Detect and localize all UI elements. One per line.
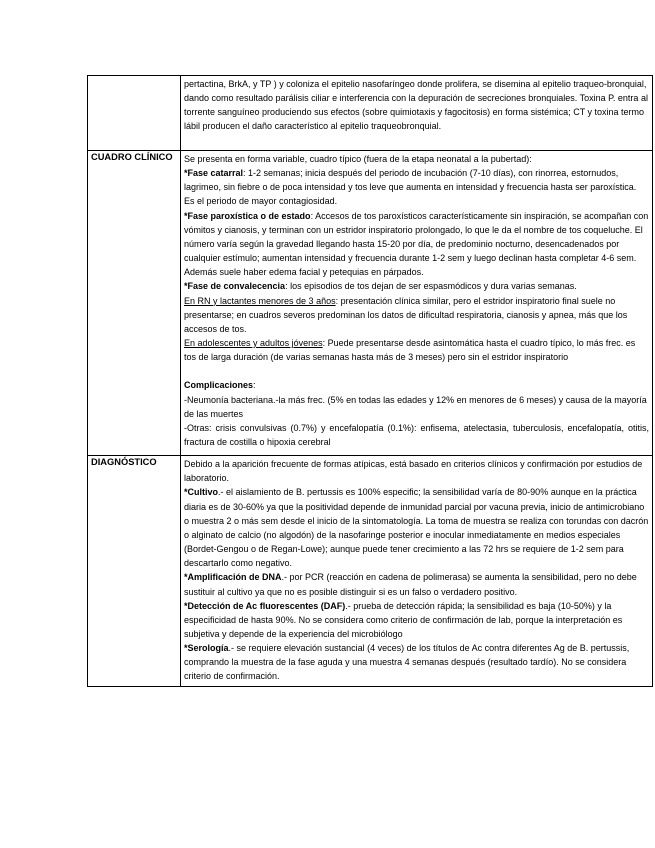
row-label-diagnostico: DIAGNÓSTICO	[88, 456, 181, 687]
fase-catarral-text: : 1-2 semanas; inicia después del periodo de incubación (7-10 días), con rinorrea, estornudos, lagrimeo, sin fiebre o de poca intensidad y tos leve que aumenta en intensidad y frecuencia hasta ser paroxística. Es el periodo de mayor contagiosidad.	[184, 168, 637, 207]
etiologia-continuation-text	[181, 76, 653, 151]
etiologia-paragraph: pertactina, BrkA, y TP ) y coloniza el epitelio nasofaríngeo donde prolifera, se disemina al epitelio traqueo-bronquial, dando como resultado parálisis ciliar e interferencia con la depuración de secreciones bronquiales. Toxina P. entra al torrente sanguíneo produciendo sus efectos (sobre quimiotaxis y fagocitosis) en forma sistémica; CT y toxina termo lábil producen el daño característico al epitelio traqueobronquial.	[184, 79, 648, 132]
amplificacion-dna-text: .- por PCR (reacción en cadena de polimerasa) se aumenta la sensibilidad, pero no debe sustituir al cultivo ya que no es posible distinguir si es un falso o verdadero positivo.	[184, 572, 637, 597]
diagnostico-content	[181, 456, 653, 687]
serologia-title: *Serología	[184, 643, 229, 654]
serologia	[184, 641, 649, 683]
fase-paroxistica-title: *Fase paroxística o de estado	[184, 210, 311, 221]
rn-lactantes-text: : presentación clínica similar, pero el estridor inspiratorio final suele no presentarse; en cuadros severos predominan los datos de dificultad respiratoria, cianosis y apnea, más que los accesos de tos.	[184, 295, 628, 334]
amplificacion-dna-title: *Amplificación de DNA	[184, 572, 282, 583]
fase-paroxistica-text: : Accesos de tos paroxísticos característicamente sin inspiración, se acompañan con vómitos y cianosis, y terminan con un estridor inspiratorio prolongado, lo que le da el nombre de tos coqueluche. El número varía según la gravedad llegando hasta 15-20 por día, de predominio nocturno, desencadenados por cualquier estímulo; aumentan intensidad y frecuencia durante 1-2 sem y luego declinan hasta completar 4-6 sem. Además suele haber edema facial y petequias en párpados.	[184, 210, 649, 278]
complicaciones-colon: :	[253, 380, 256, 391]
complicacion-otras: -Otras: crisis convulsivas (0.7%) y encefalopatía (0.1%): enfisema, atelectasia, tuberculosis, encefalopatía, otitis, fractura de costilla o hipoxia cerebral	[184, 422, 649, 447]
complicacion-neumonia: -Neumonía bacteriana.-la más frec. (5% en todas las edades y 12% en menores de 6 meses) y causa de la mayoría de las muertes	[184, 394, 647, 419]
adolescentes-adultos	[184, 336, 649, 364]
rn-lactantes	[184, 294, 649, 336]
clinical-table	[87, 75, 653, 687]
cuadro-clinico-content	[181, 151, 653, 456]
row-label-cuadro-clinico: CUADRO CLÍNICO	[88, 151, 181, 456]
deteccion-daf	[184, 599, 649, 641]
complicaciones-title: Complicaciones	[184, 380, 254, 391]
cultivo-title: *Cultivo	[184, 487, 219, 498]
rn-lactantes-title: En RN y lactantes menores de 3 años	[184, 295, 336, 306]
table-row-cuadro-clinico	[88, 151, 653, 456]
fase-catarral-title: *Fase catarral	[184, 168, 244, 179]
deteccion-daf-title: *Detección de Ac fluorescentes (DAF)	[184, 600, 346, 611]
fase-convalecencia-text: : los episodios de tos dejan de ser espasmódicos y dura varias semanas.	[285, 281, 577, 292]
cultivo	[184, 485, 649, 570]
table-row-diagnostico	[88, 456, 653, 687]
serologia-text: .- se requiere elevación sustancial (4 veces) de los títulos de Ac contra diferentes Ag de B. pertussis, comprando la muestra de la fase aguda y una muestra 4 semanas después (resultado tardío). No se considera criterio de confirmación.	[184, 643, 630, 682]
spacer	[184, 364, 649, 378]
fase-convalecencia-title: *Fase de convalecencia	[184, 281, 286, 292]
fase-catarral	[184, 166, 649, 208]
cuadro-intro: Se presenta en forma variable, cuadro típico (fuera de la etapa neonatal a la pubertad):	[184, 154, 532, 164]
spacer-bottom	[184, 449, 649, 453]
amplificacion-dna	[184, 570, 649, 598]
fase-paroxistica	[184, 209, 649, 280]
diagnostico-intro: Debido a la aparición frecuente de formas atípicas, está basado en criterios clínicos y confirmación por estudios de laboratorio.	[184, 459, 643, 484]
deteccion-daf-text: .- prueba de detección rápida; la sensibilidad es baja (10-50%) y la especificidad de hasta 90%. No se considera como criterio de confirmación de lab, porque la interpretación es subjetiva y depende de la experiencia del microbiólogo	[184, 600, 623, 639]
row-label-empty	[88, 76, 181, 151]
fase-convalecencia	[184, 279, 649, 293]
table-row-etiologia-continuation	[88, 76, 653, 151]
adolescentes-adultos-title: En adolescentes y adultos jóvenes	[184, 338, 323, 349]
adolescentes-adultos-text: : Puede presentarse desde asintomática hasta el cuadro típico, lo más frec. es tos de larga duración (de varias semanas hasta más de 3 meses) pero sin el estridor inspiratorio	[184, 338, 636, 363]
cultivo-text: .- el aislamiento de B. pertussis es 100% especific; la sensibilidad varía de 80-90% aunque en la práctica diaria es de 30-60% ya que la positividad depende de inmunidad parcial por vacuna previa, inicio de antimicrobiano o muestra 2 o más sem desde el inicio de la sintomatología. La toma de muestra se realiza con torundas con dacrón o alginato de calcio (no algodón) de la nasofaringe posterior e inocular inmediatamente en medios especiales (Bordet-Gengou o de Regan-Lowe); aunque puede tener crecimiento a las 72 hrs se requiere de 1-2 sem para descartarlo como negativo.	[184, 487, 649, 569]
complicaciones-heading	[184, 378, 649, 392]
